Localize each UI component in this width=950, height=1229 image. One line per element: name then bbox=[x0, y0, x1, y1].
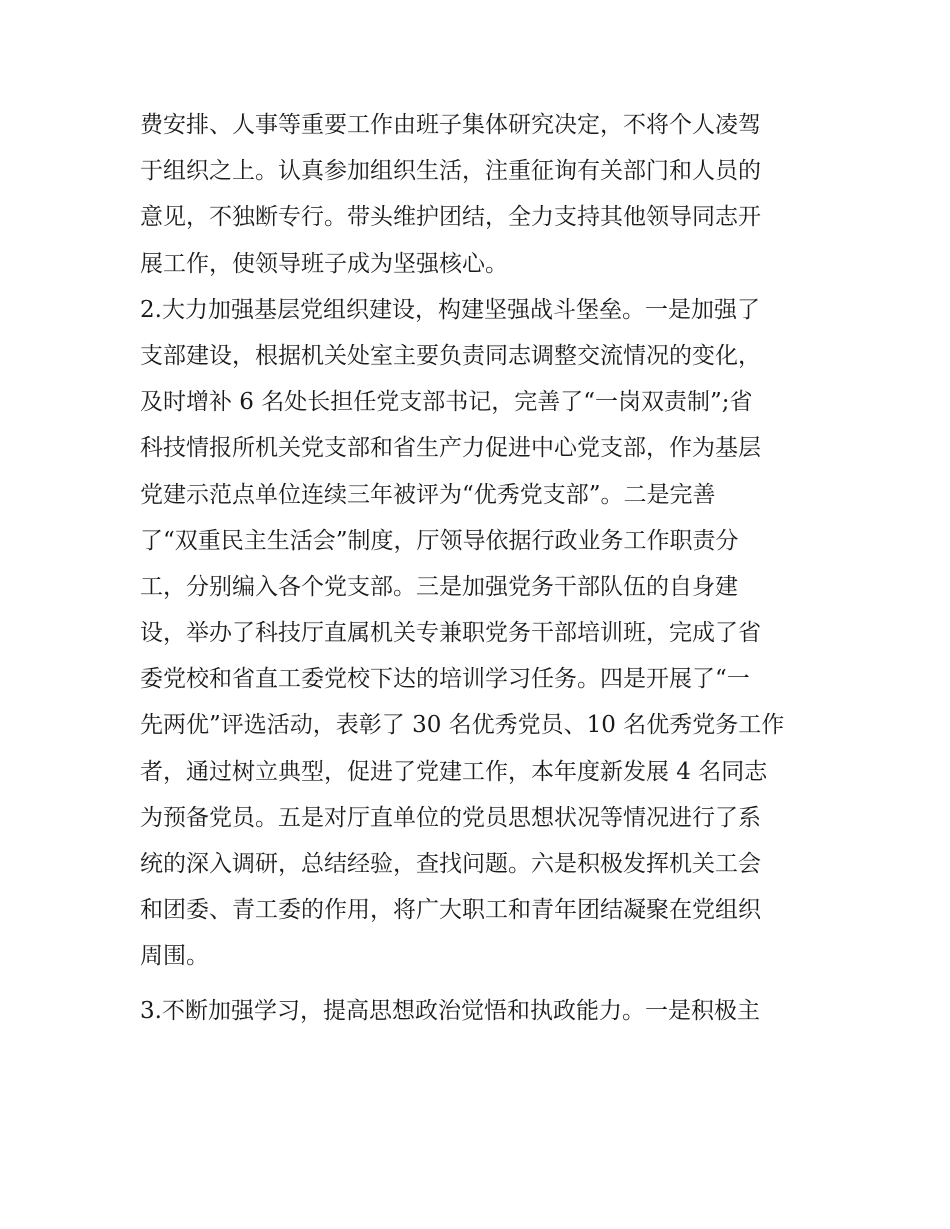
text-line: 先两优”评选活动，表彰了 30 名优秀党员、10 名优秀党务工作 bbox=[140, 712, 785, 739]
text-line: 周围。 bbox=[140, 943, 209, 970]
text-line: 和团委、青工委的作用，将广大职工和青年团结凝聚在党组织 bbox=[140, 897, 761, 924]
text-line: 统的深入调研，总结经验，查找问题。六是积极发挥机关工会 bbox=[140, 851, 761, 877]
section-heading-line: 2.大力加强基层党组织建设，构建坚强战斗堡垒。一是加强了 bbox=[140, 296, 760, 323]
text-line: 设，举办了科技厅直属机关专兼职党务干部培训班，完成了省 bbox=[140, 620, 761, 647]
text-line: 费安排、人事等重要工作由班子集体研究决定，不将个人凌驾 bbox=[140, 112, 761, 138]
text-line: 工，分别编入各个党支部。三是加强党务干部队伍的自身建 bbox=[140, 573, 738, 600]
text-line: 了“双重民主生活会”制度，厅领导依据行政业务工作职责分 bbox=[140, 527, 739, 554]
text-line: 意见，不独断专行。带头维护团结，全力支持其他领导同志开 bbox=[140, 204, 761, 231]
text-line: 党建示范点单位连续三年被评为“优秀党支部”。二是完善 bbox=[140, 481, 716, 508]
text-line: 委党校和省直工委党校下达的培训学习任务。四是开展了“一 bbox=[140, 666, 750, 693]
section-heading-line: 3.不断加强学习，提高思想政治觉悟和执政能力。一是积极主 bbox=[140, 997, 760, 1024]
text-line: 者，通过树立典型，促进了党建工作，本年度新发展 4 名同志 bbox=[140, 758, 768, 785]
text-line: 支部建设，根据机关处室主要负责同志调整交流情况的变化， bbox=[140, 342, 761, 369]
text-line: 展工作，使领导班子成为坚强核心。 bbox=[140, 250, 508, 277]
text-line: 及时增补 6 名处长担任党支部书记，完善了“一岗双责制”;省 bbox=[140, 389, 753, 416]
body-text bbox=[140, 102, 830, 1034]
text-line: 为预备党员。五是对厅直单位的党员思想状况等情况进行了系 bbox=[140, 804, 761, 831]
paragraph-gap bbox=[140, 980, 830, 988]
text-line: 科技情报所机关党支部和省生产力促进中心党支部，作为基层 bbox=[140, 435, 761, 462]
text-line: 于组织之上。认真参加组织生活，注重征询有关部门和人员的 bbox=[140, 158, 761, 185]
